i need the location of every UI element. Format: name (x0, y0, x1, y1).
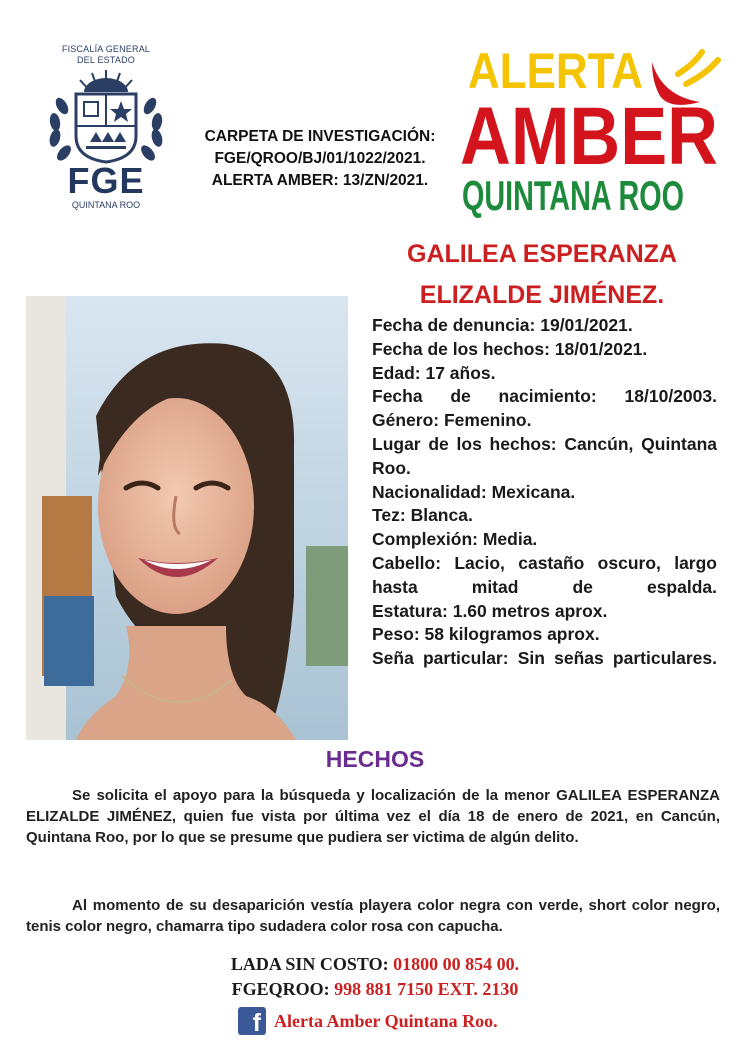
facebook-link[interactable] (238, 1007, 498, 1035)
fge-title-line1: FISCALÍA GENERAL (61, 44, 151, 54)
alerta-logo-line2: AMBER (460, 91, 718, 182)
missing-person-name (362, 234, 722, 316)
lada-contact (0, 954, 750, 975)
detail-estatura: Estatura: 1.60 metros aprox. (372, 600, 608, 621)
hechos-paragraph-1: Se solicita el apoyo para la búsqueda y localización de la menor GALILEA ESPERANZA ELIZALDE JIMÉNEZ, quien fue vista por última vez el día 18 de enero de 2021, en Cancún, Quintana Roo, por lo que se presume que pudiera ser victima de algún delito. (26, 787, 720, 846)
detail-fecha-nacimiento: Fecha de nacimiento: 18/10/2003. (372, 386, 717, 407)
detail-nacionalidad: Nacionalidad: Mexicana. (372, 481, 576, 502)
detail-tez: Tez: Blanca. (372, 505, 473, 526)
detail-edad: Edad: 17 años. (372, 362, 496, 383)
detail-fecha-denuncia: Fecha de denuncia: 19/01/2021. (372, 315, 633, 335)
fge-phone[interactable]: 998 881 7150 EXT. 2130 (334, 979, 519, 999)
missing-person-photo (26, 296, 348, 740)
alerta-logo-line3: QUINTANA ROO (462, 172, 684, 219)
name-line2: ELIZALDE JIMÉNEZ. (419, 281, 665, 309)
alerta-amber-logo (456, 40, 726, 225)
person-details (372, 314, 717, 671)
fge-letters: FGE (67, 160, 145, 201)
alerta-logo-line1: ALERTA (468, 43, 643, 99)
detail-peso: Peso: 58 kilogramos aprox. (372, 624, 600, 645)
name-line1: GALILEA ESPERANZA (407, 240, 677, 268)
lada-phone[interactable]: 01800 00 854 00. (393, 954, 520, 974)
fge-contact-label: FGEQROO: (231, 979, 330, 999)
detail-lugar-hechos: Lugar de los hechos: Cancún, Quintana Roo. (372, 433, 717, 478)
facebook-page-name[interactable]: Alerta Amber Quintana Roo. (274, 1010, 498, 1031)
case-reference-line1: CARPETA DE INVESTIGACIÓN: (204, 128, 436, 145)
fge-contact (0, 979, 750, 1000)
hechos-paragraph-2: Al momento de su desaparición vestía playera color negra con verde, short color negro, tenis color negro, chamarra tipo sudadera color rosa con capucha. (26, 897, 720, 935)
detail-complexion: Complexión: Media. (372, 529, 538, 550)
facebook-icon: f (238, 1007, 266, 1035)
fge-title (40, 44, 172, 66)
fge-state: QUINTANA ROO (71, 200, 141, 210)
fge-title-line2: DEL ESTADO (76, 55, 135, 65)
detail-fecha-hechos: Fecha de los hechos: 18/01/2021. (372, 338, 648, 359)
detail-cabello: Cabello: Lacio, castaño oscuro, largo hasta mitad de espalda. (372, 552, 717, 597)
lada-label: LADA SIN COSTO: (230, 954, 389, 974)
hechos-heading: HECHOS (325, 746, 425, 772)
detail-sena-particular: Seña particular: Sin señas particulares. (372, 648, 717, 669)
case-reference-line3: ALERTA AMBER: 13/ZN/2021. (211, 172, 429, 189)
case-reference (190, 126, 450, 192)
detail-genero: Género: Femenino. (372, 410, 532, 431)
case-reference-line2: FGE/QROO/BJ/01/1022/2021. (214, 150, 426, 167)
